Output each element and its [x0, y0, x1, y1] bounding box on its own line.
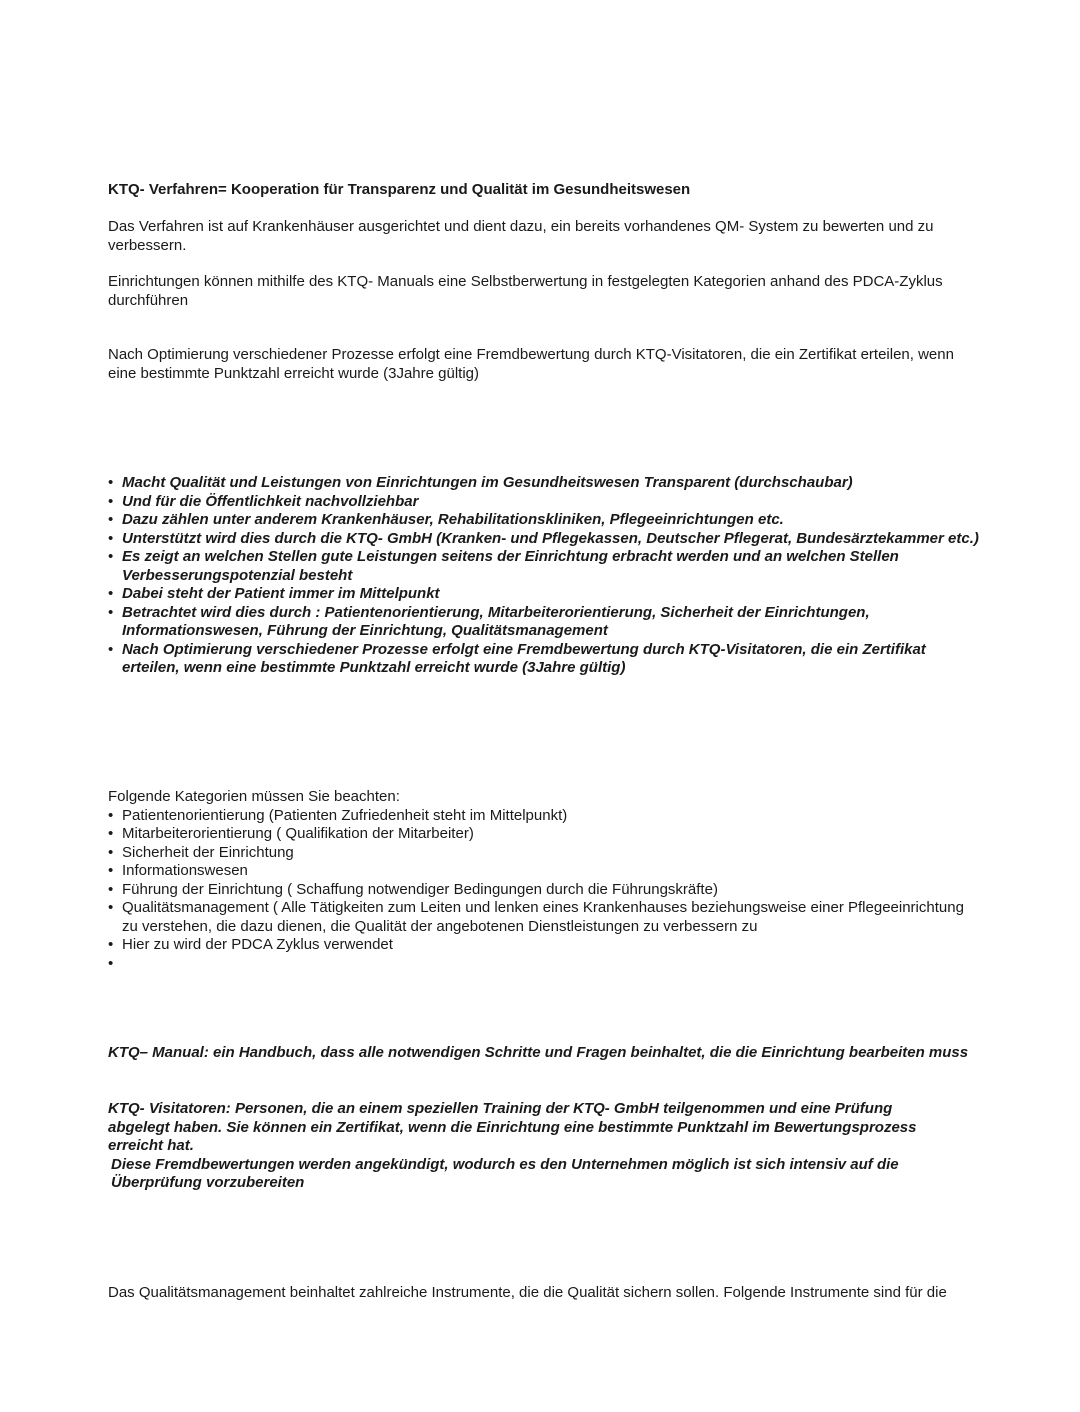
intro-paragraph: Das Verfahren ist auf Krankenhäuser ausgerichtet und dient dazu, ein bereits vorhandenes QM- System zu bewerten und zu verbessern. [108, 218, 934, 254]
list-item [108, 955, 978, 974]
manual-definition: KTQ– Manual: ein Handbuch, dass alle notwendigen Schritte und Fragen beinhaltet, die die Einrichtung bearbeiten muss [108, 1044, 969, 1061]
visitatoren-note: Diese Fremdbewertungen werden angekündigt, wodurch es den Unternehmen möglich ist sich intensiv auf die Überprüfung vorzubereiten [111, 1155, 899, 1191]
visitatoren-text: KTQ- Visitatoren: Personen, die an einem speziellen Training der KTQ- GmbH teilgenommen und eine Prüfung abgelegt haben. Sie können ein Zertifikat, wenn die Einrichtung eine bestimmte Punktzahl im Bewertungsprozess erreicht hat. [108, 1100, 917, 1154]
list-item: • Qualitätsmanagement ( Alle Tätigkeiten zum Leiten und lenken eines Krankenhauses beziehungsweise einer Pflegeeinrichtung zu verstehen, die dazu dienen, die Qualität der angebotenen Dienstleistungen zu verbessern zu [108, 899, 978, 936]
categories-section [108, 788, 978, 973]
list-item: • Unterstützt wird dies durch die KTQ- GmbH (Kranken- und Pflegekassen, Deutscher Pflegerat, Bundesärztekammer etc.) [108, 530, 980, 549]
categories-list [108, 807, 978, 974]
list-item: • Informationswesen [108, 862, 978, 881]
list-item: • Es zeigt an welchen Stellen gute Leistungen seitens der Einrichtung erbracht werden und an welchen Stellen Verbesserungspotenzial besteht [108, 548, 980, 585]
list-item: • Dazu zählen unter anderem Krankenhäuser, Rehabilitationskliniken, Pflegeeinrichtungen etc. [108, 511, 980, 530]
list-item: • Führung der Einrichtung ( Schaffung notwendiger Bedingungen durch die Führungskräfte) [108, 881, 978, 900]
closing-paragraph: Das Qualitätsmanagement beinhaltet zahlreiche Instrumente, die die Qualität sichern sollen. Folgende Instrumente sind für die [108, 1284, 947, 1301]
self-assessment-paragraph: Einrichtungen können mithilfe des KTQ- Manuals eine Selbstberwertung in festgelegten Kategorien anhand des PDCA-Zyklus durchführen [108, 273, 943, 309]
list-item: • Betrachtet wird dies durch : Patientenorientierung, Mitarbeiterorientierung, Sicherheit der Einrichtungen, Informationswesen, Führung der Einrichtung, Qualitätsmanagement [108, 604, 980, 641]
list-item: • Patientenorientierung (Patienten Zufriedenheit steht im Mittelpunkt) [108, 807, 978, 826]
categories-intro: Folgende Kategorien müssen Sie beachten: [108, 788, 400, 805]
external-assessment-paragraph: Nach Optimierung verschiedener Prozesse erfolgt eine Fremdbewertung durch KTQ-Visitatoren, die ein Zertifikat erteilen, wenn eine bestimmte Punktzahl erreicht wurde (3Jahre gültig) [108, 346, 954, 382]
list-item: • Nach Optimierung verschiedener Prozesse erfolgt eine Fremdbewertung durch KTQ-Visitatoren, die ein Zertifikat erteilen, wenn eine bestimmte Punktzahl erreicht wurde (3Jahre gültig) [108, 641, 980, 678]
list-item: • Und für die Öffentlichkeit nachvollziehbar [108, 493, 980, 512]
visitatoren-definition [108, 1100, 948, 1193]
list-item: • Sicherheit der Einrichtung [108, 844, 978, 863]
list-item: • Hier zu wird der PDCA Zyklus verwendet [108, 936, 978, 955]
list-item: • Dabei steht der Patient immer im Mittelpunkt [108, 585, 980, 604]
page-title: KTQ- Verfahren= Kooperation für Transparenz und Qualität im Gesundheitswesen [108, 181, 691, 198]
ktq-summary-list [108, 474, 980, 678]
list-item: • Mitarbeiterorientierung ( Qualifikation der Mitarbeiter) [108, 825, 978, 844]
list-item: • Macht Qualität und Leistungen von Einrichtungen im Gesundheitswesen Transparent (durchschaubar) [108, 474, 980, 493]
